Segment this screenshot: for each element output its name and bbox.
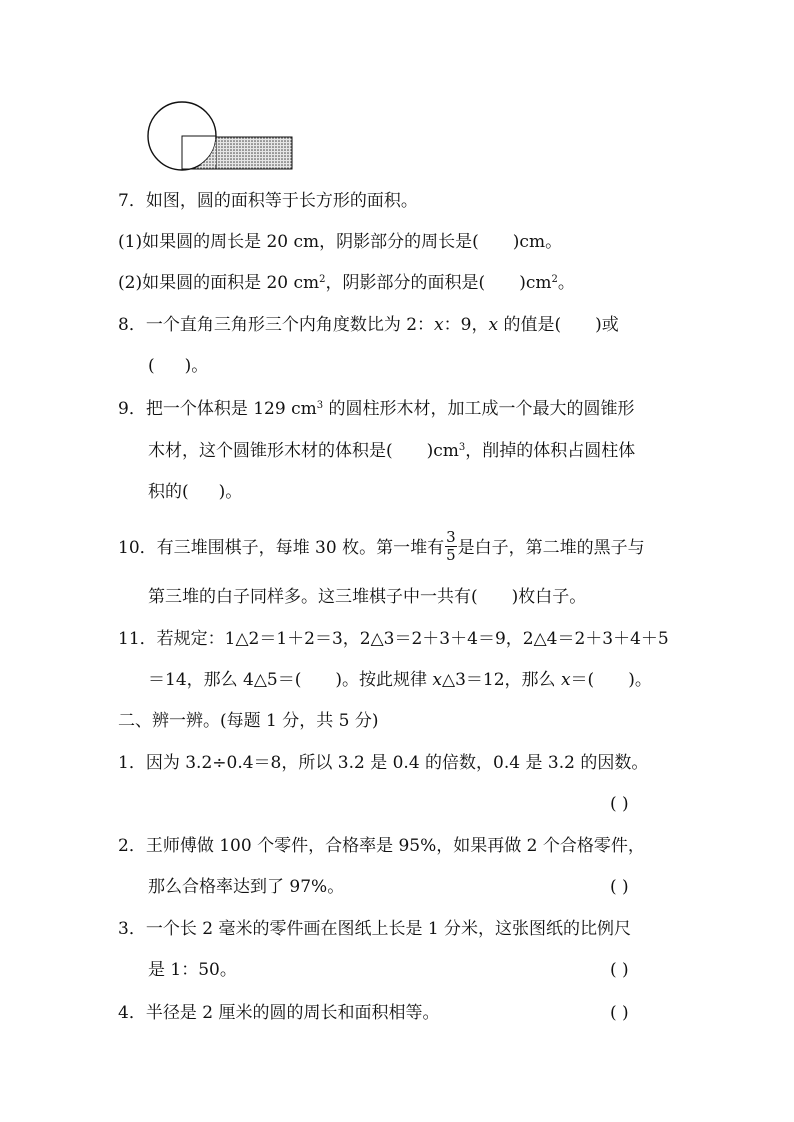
q7-part1: (1)如果圆的周长是 20 cm，阴影部分的周长是( )cm。 [118,232,563,252]
judge-q3-line1: 3．一个长 2 毫米的零件画在图纸上长是 1 分米，这张图纸的比例尺 [118,919,632,939]
judge-q3-line2: 是 1：50。 [148,960,237,980]
judge-q2-line2: 那么合格率达到了 97%。 [148,877,345,897]
circle-rectangle-figure [140,98,300,178]
q7-stem: 7．如图，圆的面积等于长方形的面积。 [118,191,418,211]
section2-title: 二、辨一辨。(每题 1 分，共 5 分) [118,711,379,731]
q8-line1: 8．一个直角三角形三个内角度数比为 2：x：9，x 的值是( )或 [118,315,619,335]
q9-line2: 木材，这个圆锥形木材的体积是( )$cm^3$，削掉的体积占圆柱体 [148,441,636,461]
q9-line1: 9．把一个体积是 129 $cm^3$ 的圆柱形木材，加工成一个最大的圆锥形 [118,399,635,419]
judge-q2-line1: 2．王师傅做 100 个零件，合格率是 95%，如果再做 2 个合格零件， [118,836,645,856]
q11-line1: 11．若规定：1△2＝1＋2＝3，2△3＝2＋3＋4＝9，2△4＝2＋3＋4＋5 [118,629,669,649]
q10-line1: 10．有三堆围棋子，每堆 30 枚。第一堆有 $\frac{3}{5}$ 是白子，第二堆的黑子与 [118,528,645,564]
judge-q1: 1．因为 3.2÷0.4＝8，所以 3.2 是 0.4 的倍数，0.4 是 3.2 的因数。 [118,753,649,773]
fraction-three-fifths: $\frac{3}{5}$ [446,528,456,564]
q11-line2: ＝14，那么 4△5＝( )。按此规律 x△3＝12，那么 x＝( )。 [148,670,652,690]
judge-q3-answer-bracket[interactable]: ( ) [610,960,629,980]
q9-line3: 积的( )。 [148,482,243,502]
judge-q2-answer-bracket[interactable]: ( ) [610,877,629,897]
judge-q1-answer-bracket[interactable]: ( ) [610,794,629,814]
q7-part2: (2)如果圆的面积是 20 $cm^2$，阴影部分的面积是( )$cm^2$。 [118,273,575,293]
q10-line2: 第三堆的白子同样多。这三堆棋子中一共有( )枚白子。 [148,587,587,607]
judge-q4: 4．半径是 2 厘米的圆的周长和面积相等。 [118,1003,440,1023]
judge-q4-answer-bracket[interactable]: ( ) [610,1003,629,1023]
q8-line2: ( )。 [148,356,209,376]
